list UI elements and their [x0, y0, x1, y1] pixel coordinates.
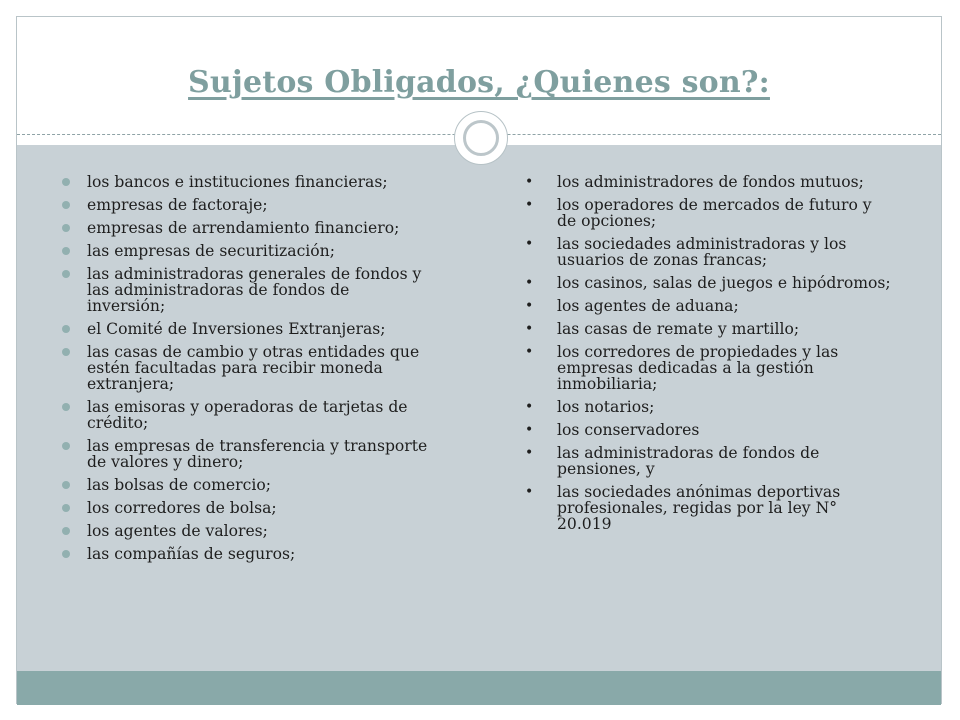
list-item: [62, 344, 432, 392]
right-bullet-list: [525, 174, 895, 532]
list-item: [62, 220, 432, 236]
list-item-text: empresas de arrendamiento financiero;: [87, 219, 400, 237]
bullet-icon: •: [525, 422, 534, 438]
list-item: [62, 438, 432, 470]
list-item-text: los corredores de bolsa;: [87, 499, 277, 517]
list-item-text: las emisoras y operadoras de tarjetas de crédito;: [87, 398, 408, 432]
list-item: [62, 399, 432, 431]
bullet-icon: [62, 325, 70, 333]
bullet-icon: •: [525, 298, 534, 314]
list-item: [62, 197, 432, 213]
list-item-text: los casinos, salas de juegos e hipódromos;: [557, 274, 891, 292]
list-item-text: las compañías de seguros;: [87, 545, 296, 563]
list-item: [525, 197, 895, 229]
bullet-icon: [62, 178, 70, 186]
bullet-icon: •: [525, 321, 534, 337]
list-item-text: los operadores de mercados de futuro y de opciones;: [557, 196, 872, 230]
list-item: [525, 321, 895, 337]
list-item-text: los conservadores: [557, 421, 700, 439]
bullet-icon: [62, 504, 70, 512]
list-item-text: las casas de cambio y otras entidades que estén facultadas para recibir moneda extranjera;: [87, 343, 420, 393]
list-item: [525, 344, 895, 392]
list-item: [525, 275, 895, 291]
list-item-text: los administradores de fondos mutuos;: [557, 173, 864, 191]
list-item-text: los agentes de valores;: [87, 522, 268, 540]
bullet-icon: •: [525, 344, 534, 360]
bullet-icon: [62, 442, 70, 450]
list-item-text: las sociedades administradoras y los usuarios de zonas francas;: [557, 235, 847, 269]
list-item-text: los agentes de aduana;: [557, 297, 739, 315]
list-item-text: los corredores de propiedades y las empresas dedicadas a la gestión inmobiliaria;: [557, 343, 839, 393]
list-item: [62, 523, 432, 539]
list-item: [62, 174, 432, 190]
footer-band: [17, 671, 941, 705]
list-item-text: las sociedades anónimas deportivas profesionales, regidas por la ley N° 20.019: [557, 483, 841, 533]
list-item: [62, 243, 432, 259]
list-item-text: las empresas de securitización;: [87, 242, 335, 260]
list-item-text: las administradoras de fondos de pensiones, y: [557, 444, 820, 478]
list-item: [62, 266, 432, 314]
list-item-text: las administradoras generales de fondos y las administradoras de fondos de inversión;: [87, 265, 422, 315]
bullet-icon: [62, 270, 70, 278]
left-column: [62, 174, 432, 569]
slide-title: Sujetos Obligados, ¿Quienes son?:: [188, 65, 770, 100]
bullet-icon: •: [525, 399, 534, 415]
list-item-text: las bolsas de comercio;: [87, 476, 271, 494]
list-item: [62, 500, 432, 516]
bullet-icon: •: [525, 174, 534, 190]
bullet-icon: [62, 481, 70, 489]
list-item: [525, 445, 895, 477]
bullet-icon: [62, 247, 70, 255]
bullet-icon: [62, 224, 70, 232]
circle-ornament-icon: [454, 111, 508, 165]
bullet-icon: [62, 201, 70, 209]
list-item: [525, 298, 895, 314]
list-item: [525, 236, 895, 268]
bullet-icon: •: [525, 236, 534, 252]
right-column: [525, 174, 895, 539]
list-item: [62, 321, 432, 337]
list-item-text: el Comité de Inversiones Extranjeras;: [87, 320, 386, 338]
list-item-text: las empresas de transferencia y transporte de valores y dinero;: [87, 437, 428, 471]
list-item: [62, 546, 432, 562]
list-item-text: empresas de factoraje;: [87, 196, 268, 214]
bullet-icon: [62, 403, 70, 411]
bullet-icon: •: [525, 445, 534, 461]
list-item: [62, 477, 432, 493]
list-item-text: los notarios;: [557, 398, 655, 416]
list-item-text: los bancos e instituciones financieras;: [87, 173, 388, 191]
list-item: [525, 484, 895, 532]
bullet-icon: •: [525, 275, 534, 291]
list-item-text: las casas de remate y martillo;: [557, 320, 800, 338]
bullet-icon: [62, 550, 70, 558]
circle-ornament-inner: [463, 120, 499, 156]
list-item: [525, 422, 895, 438]
bullet-icon: [62, 527, 70, 535]
bullet-icon: •: [525, 197, 534, 213]
list-item: [525, 174, 895, 190]
left-bullet-list: [62, 174, 432, 562]
list-item: [525, 399, 895, 415]
bullet-icon: •: [525, 484, 534, 500]
bullet-icon: [62, 348, 70, 356]
